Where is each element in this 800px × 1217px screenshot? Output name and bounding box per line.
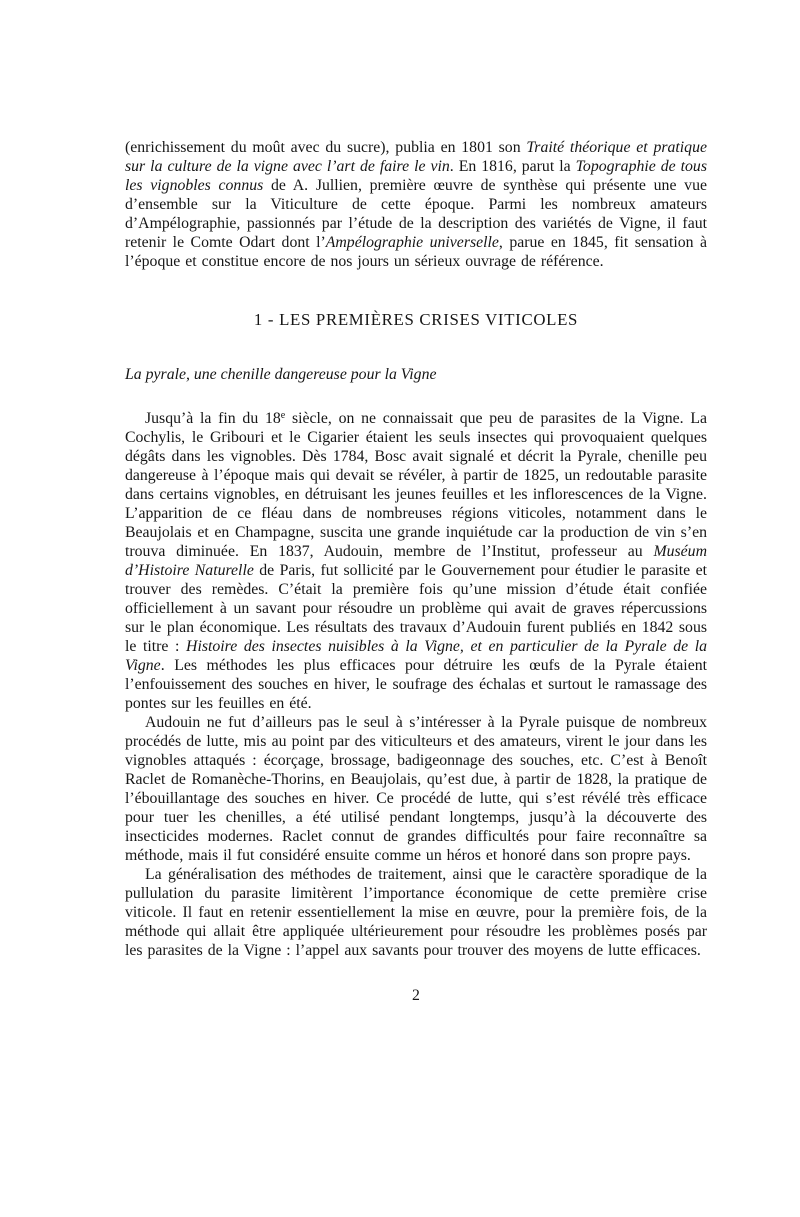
text-segment: Ampélographie universelle (325, 234, 499, 251)
text-segment: (enrichissement du moût avec du sucre), publia en 1801 son (125, 139, 527, 156)
paragraph-conclusion (125, 865, 707, 960)
text-segment: Jusqu’à la fin du 18 (145, 410, 281, 427)
text-segment: , parue en 1845, fit sensation à l’époque et constitue encore de nos jours un sérieux ouvrage de référence. (125, 234, 707, 270)
text-segment: de Paris, fut sollicité par le Gouvernement pour étudier le parasite et trouver des remèdes. C’était la première fois qu’une mission d’étude était confiée officiellement à un savant pour résoudre un problème qui avait de graves répercussions sur le plan économique. Les résultats des travaux d’Audouin furent publiés en 1842 sous le titre : (125, 562, 707, 655)
text-segment: Audouin ne fut d’ailleurs pas le seul à s’intéresser à la Pyrale puisque de nombreux procédés de lutte, mis au point par des viticulteurs et des amateurs, virent le jour dans les vignobles attaqués : écorçage, brossage, badigeonnage des souches, etc. C’est à Benoît Raclet de Romanèche-Thorins, en Beaujolais, qu’est due, à partir de 1828, la pratique de l’ébouillantage des souches en hiver. Ce procédé de lutte, qui s’est révélé très efficace pour tuer les chenilles, a été utilisé pendant longtemps, jusqu’à la découverte des insecticides modernes. Raclet connut de grandes difficultés pour faire reconnaître sa méthode, mais il fut considéré ensuite comme un héros et honoré dans son propre pays. (125, 714, 707, 864)
text-segment: . Les méthodes les plus efficaces pour détruire les œufs de la Pyrale étaient l’enfouissement des souches en hiver, le soufrage des échalas et surtout le ramassage des pontes sur les feuilles en été. (125, 657, 707, 712)
text-segment: e (280, 410, 286, 421)
text-segment: La généralisation des méthodes de traitement, ainsi que le caractère sporadique de la pullulation du parasite limitèrent l’importance économique de cette première crise viticole. Il faut en retenir essentiellement la mise en œuvre, pour la première fois, de la méthode qui allait être appliquée ultérieurement pour résoudre les problèmes posés par les parasites de la Vigne : l’appel aux savants pour trouver des moyens de lutte efficaces. (125, 866, 707, 959)
text-segment: Topographie de tous les vignobles connus (125, 158, 707, 194)
paragraph-pyrale-history (125, 409, 707, 713)
intro-paragraph (125, 138, 707, 271)
paragraph-raclet-method (125, 713, 707, 865)
text-segment: . En 1816, parut la (449, 158, 576, 175)
section-heading: 1 - LES PREMIÈRES CRISES VITICOLES (253, 310, 579, 329)
text-segment: Muséum d’Histoire Naturelle (125, 543, 707, 579)
book-page (125, 138, 707, 1005)
section-subtitle: La pyrale, une chenille dangereuse pour la Vigne (125, 366, 437, 383)
body-paragraphs (125, 409, 707, 960)
text-segment: siècle, on ne connaissait que peu de parasites de la Vigne. La Cochylis, le Gribouri et le Cigarier étaient les seuls insectes qui provoquaient quelques dégâts dans les vignobles. Dès 1784, Bosc avait signalé et décrit la Pyrale, chenille peu dangereuse à l’époque mais qui devait se révéler, à partir de 1825, un redoutable parasite dans certains vignobles, en détruisant les jeunes feuilles et les inflorescences de la Vigne. L’apparition de ce fléau dans de nombreuses régions viticoles, notamment dans le Beaujolais et en Champagne, suscita une grande inquiétude car la production de vin s’en trouva diminuée. En 1837, Audouin, membre de l’Institut, professeur au (125, 410, 707, 560)
text-segment: Traité théorique et pratique sur la culture de la vigne avec l’art de faire le vin (125, 139, 707, 175)
text-segment: de A. Jullien, première œuvre de synthèse qui présente une vue d’ensemble sur la Viticulture de cette époque. Parmi les nombreux amateurs d’Ampélographie, passionnés par l’étude de la description des variétés de Vigne, il faut retenir le Comte Odart dont l’ (125, 177, 707, 251)
text-segment: Histoire des insectes nuisibles à la Vigne, et en particulier de la Pyrale de la Vigne (125, 638, 708, 674)
page-number: 2 (412, 987, 420, 1004)
